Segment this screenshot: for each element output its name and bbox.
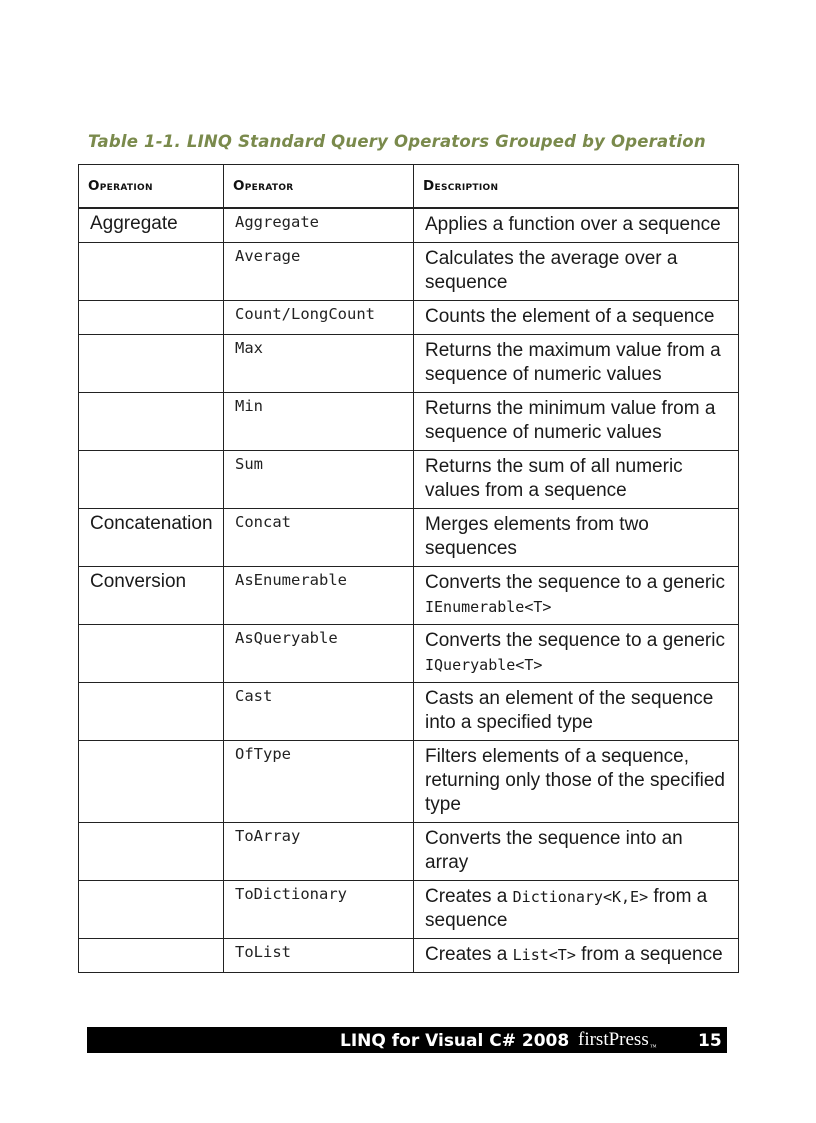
description-cell xyxy=(414,243,739,301)
table-row xyxy=(79,567,739,625)
footer-book-title: LINQ for Visual C# 2008 xyxy=(340,1031,570,1051)
description-text: Creates a xyxy=(425,944,513,965)
table-row xyxy=(79,939,739,973)
operators-table xyxy=(78,164,739,973)
table-header-row xyxy=(79,165,739,209)
footer-publisher-logo xyxy=(578,1027,657,1053)
operator-cell: ToDictionary xyxy=(224,881,414,939)
description-cell xyxy=(414,335,739,393)
operation-cell xyxy=(79,683,224,741)
operation-cell xyxy=(79,881,224,939)
operator-cell: Average xyxy=(224,243,414,301)
description-cell xyxy=(414,509,739,567)
description-text: Calculates the average over a sequence xyxy=(425,248,678,293)
description-cell xyxy=(414,451,739,509)
description-text: Creates a xyxy=(425,886,513,907)
table-row xyxy=(79,683,739,741)
operator-cell: Count/LongCount xyxy=(224,301,414,335)
operator-cell: Cast xyxy=(224,683,414,741)
operation-cell xyxy=(79,823,224,881)
description-cell xyxy=(414,301,739,335)
operator-cell: Concat xyxy=(224,509,414,567)
trademark-mark: ™ xyxy=(649,1043,657,1051)
description-text: Returns the maximum value from a sequence of numeric values xyxy=(425,340,721,385)
description-text: from a sequence xyxy=(575,944,723,965)
operation-cell xyxy=(79,939,224,973)
operator-cell: ToArray xyxy=(224,823,414,881)
header-description: Description xyxy=(414,165,739,209)
description-cell xyxy=(414,393,739,451)
operator-cell: AsEnumerable xyxy=(224,567,414,625)
description-cell xyxy=(414,567,739,625)
operator-cell: AsQueryable xyxy=(224,625,414,683)
operator-cell: OfType xyxy=(224,741,414,823)
description-text: Filters elements of a sequence, returning only those of the specified type xyxy=(425,746,725,815)
table-row xyxy=(79,881,739,939)
description-cell xyxy=(414,881,739,939)
table-row xyxy=(79,393,739,451)
code-fragment: IQueryable<T> xyxy=(425,656,543,674)
description-cell xyxy=(414,741,739,823)
table-row xyxy=(79,451,739,509)
publisher-name: firstPress xyxy=(578,1029,649,1050)
description-text: from a sequence xyxy=(425,886,708,931)
description-text: Returns the minimum value from a sequence of numeric values xyxy=(425,398,716,443)
description-text: Applies a function over a sequence xyxy=(425,214,721,235)
table-row xyxy=(79,823,739,881)
description-text: Counts the element of a sequence xyxy=(425,306,715,327)
operation-cell xyxy=(79,301,224,335)
description-cell xyxy=(414,939,739,973)
page-number: 15 xyxy=(698,1031,722,1051)
table-row xyxy=(79,509,739,567)
code-fragment: IEnumerable<T> xyxy=(425,598,552,616)
description-text: Casts an element of the sequence into a specified type xyxy=(425,688,714,733)
operation-cell xyxy=(79,335,224,393)
operation-cell xyxy=(79,243,224,301)
header-operation: Operation xyxy=(79,165,224,209)
description-cell xyxy=(414,208,739,243)
description-cell xyxy=(414,823,739,881)
operation-cell: Concatenation xyxy=(79,509,224,567)
table-row xyxy=(79,335,739,393)
operation-cell xyxy=(79,625,224,683)
table-caption: Table 1-1. LINQ Standard Query Operators Grouped by Operation xyxy=(88,132,706,151)
code-fragment: List<T> xyxy=(512,946,576,964)
operator-cell: Sum xyxy=(224,451,414,509)
operation-cell xyxy=(79,741,224,823)
description-text: Returns the sum of all numeric values from a sequence xyxy=(425,456,683,501)
description-cell xyxy=(414,625,739,683)
table-row xyxy=(79,208,739,243)
operator-cell: Min xyxy=(224,393,414,451)
operation-cell xyxy=(79,451,224,509)
description-text: Converts the sequence to a generic xyxy=(425,572,725,593)
description-cell xyxy=(414,683,739,741)
table-row xyxy=(79,741,739,823)
operation-cell: Conversion xyxy=(79,567,224,625)
operation-cell xyxy=(79,393,224,451)
description-text: Merges elements from two sequences xyxy=(425,514,649,559)
operator-cell: Aggregate xyxy=(224,208,414,243)
description-text: Converts the sequence to a generic xyxy=(425,630,725,651)
table-row xyxy=(79,301,739,335)
table-row xyxy=(79,625,739,683)
description-text: Converts the sequence into an array xyxy=(425,828,683,873)
table-body xyxy=(79,208,739,973)
header-operator: Operator xyxy=(224,165,414,209)
operator-cell: ToList xyxy=(224,939,414,973)
code-fragment: Dictionary<K,E> xyxy=(512,888,649,906)
operation-cell: Aggregate xyxy=(79,208,224,243)
table-row xyxy=(79,243,739,301)
operator-cell: Max xyxy=(224,335,414,393)
